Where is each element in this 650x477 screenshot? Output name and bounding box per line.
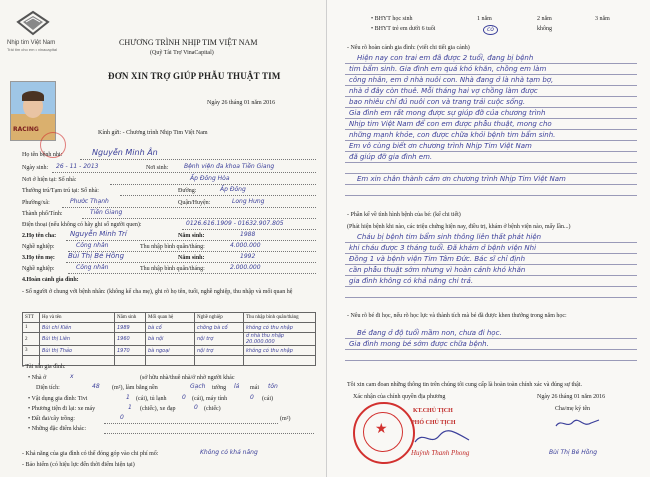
table-cell: Bùi thị Thảo — [40, 346, 115, 356]
vehicle-value: 1 — [128, 404, 132, 411]
parent-sign-label: Cha/mẹ ký tên — [555, 406, 590, 412]
phone-value: 0126.616.1909 - 01632.907.805 — [186, 220, 284, 227]
table-cell: chồng bà cố — [195, 323, 244, 333]
father-job-value: Công nhân — [76, 242, 109, 249]
education-label: - Nêu rõ bé đi học, nếu rõ học lực và thành tích mà bé đã được khen thưởng trong năm học: — [347, 313, 567, 319]
table-cell: ở nhà thu nhập 20.000.000 — [244, 333, 316, 346]
table-cell: bà nội — [146, 333, 195, 346]
logo-text: Nhịp tim Việt Nam — [7, 40, 56, 46]
table-header: Họ và tên — [40, 313, 115, 323]
stamp-role-2: PHÓ CHỦ TỊCH — [411, 420, 456, 426]
area-value: 48 — [92, 383, 100, 390]
mother-label: 3.Họ tên mẹ: — [22, 255, 55, 261]
date-line: Ngày 26 tháng 01 năm 2016 — [207, 100, 276, 106]
district-label: Quận/Huyện: — [178, 200, 211, 206]
rule-line — [345, 264, 637, 265]
street-value: Ấp Đông — [220, 186, 246, 193]
area-material: Gạch — [190, 383, 206, 390]
father-label: 2.Họ tên cha: — [22, 233, 57, 239]
family-table — [22, 312, 316, 366]
birth-label: Ngày sinh: — [22, 165, 49, 171]
table-cell: nội trợ — [195, 346, 244, 356]
rule-line — [345, 173, 637, 174]
rule-line — [345, 184, 637, 185]
father-line — [66, 240, 316, 241]
table-cell: Bùi thị Liên — [40, 333, 115, 346]
father-income-label: Thu nhập bình quân/tháng: — [140, 244, 205, 250]
rule-line — [345, 129, 637, 130]
program-title: CHƯƠNG TRÌNH NHỊP TIM VIỆT NAM — [119, 38, 258, 47]
diagnosis-line: cần phẫu thuật sớm nhưng vì hoàn cảnh khó khăn — [349, 266, 526, 274]
stamp-role-1: KT.CHỦ TỊCH — [413, 408, 453, 414]
district-value: Long Hưng — [232, 198, 265, 205]
residence-line — [110, 184, 316, 185]
rule-line — [345, 275, 637, 276]
land-value: 0 — [120, 414, 124, 421]
official-red-stamp — [353, 402, 415, 464]
table-row — [23, 346, 316, 356]
stamp-star-icon: ★ — [375, 421, 388, 437]
photo-hair — [22, 91, 44, 101]
form-title: ĐƠN XIN TRỢ GIÚP PHẪU THUẬT TIM — [108, 71, 281, 81]
land-label: • Đất đai/cây trồng: — [28, 416, 75, 422]
ward-label: Phường/xã: — [22, 200, 50, 206]
mother-income-value: 2.000.000 — [230, 264, 261, 271]
child-name-label: Họ tên bệnh nhi: — [22, 152, 63, 158]
situation-line: Em xin chân thành cảm ơn chương trình Nhịp Tim Việt Nam — [357, 175, 566, 183]
birthplace-value: Bệnh viện đa khoa Tiền Giang — [184, 163, 275, 170]
situation-line: Gia đình em rất mong được sự giúp đỡ của chương trình — [349, 109, 546, 117]
house-value: x — [70, 373, 74, 380]
rule-line — [345, 286, 637, 287]
child-name-value: Nguyễn Minh Ân — [92, 148, 158, 157]
assets-heading: - Tài sản gia đình: — [22, 364, 66, 370]
wall-value: lá — [234, 383, 240, 390]
father-income-value: 4.000.000 — [230, 242, 261, 249]
temp-line — [120, 195, 316, 196]
goods-end: (cái) — [262, 396, 273, 402]
education-line: Bé đang ở độ tuổi mầm non, chưa đi học. — [357, 329, 502, 337]
mother-line — [66, 262, 316, 263]
parent-name: Bùi Thị Bé Hồng — [549, 449, 598, 456]
child-name-line — [80, 159, 316, 160]
table-row — [23, 356, 316, 366]
roof-label: mái — [250, 385, 259, 391]
mother-job-label: Nghề nghiệp: — [22, 266, 55, 272]
residence-value: Ấp Đông Hòa — [190, 175, 230, 182]
table-header: Năm sinh — [115, 313, 146, 323]
vehicle-end: (chiếc) — [204, 406, 221, 412]
vehicle-label: • Phương tiện đi lại: xe máy — [28, 406, 96, 412]
table-header: Mối quan hệ — [146, 313, 195, 323]
table-cell: 1970 — [115, 346, 146, 356]
father-birth-value: 1988 — [240, 231, 256, 238]
table-cell: nội trợ — [195, 333, 244, 346]
rule-line — [345, 140, 637, 141]
vehicle-rest: (chiếc), xe đạp — [140, 406, 176, 412]
wall-label: tường — [212, 385, 227, 391]
situation-line: tim bẩm sinh. Gia đình em quá khó khăn, chồng em làm — [349, 65, 547, 73]
birth-line — [52, 172, 316, 173]
program-subtitle: (Quỹ Tài Trợ VinaCapital) — [150, 50, 214, 56]
phone-label: Điện thoại (nếu không có hãy ghi số người quen): — [22, 222, 142, 228]
ward-line — [62, 207, 316, 208]
table-cell-empty — [244, 356, 316, 366]
table-cell: không có thu nhập — [244, 346, 316, 356]
temp-label: Thường trú/Tạm trú tại: Số nhà: — [22, 188, 99, 194]
greeting: Kính gửi: - Chương trình Nhịp Tim Việt Nam — [98, 130, 208, 136]
contribution-value: Không có khả năng — [200, 449, 258, 456]
rule-line — [345, 63, 637, 64]
goods-label: • Vật dụng gia đình: Tivi — [28, 396, 88, 402]
table-cell: 1989 — [115, 323, 146, 333]
residence-label: Nơi ở hiện tại: Số nhà: — [22, 177, 77, 183]
area-rest: (m²), làm bằng nền — [112, 385, 158, 391]
rule-line — [345, 107, 637, 108]
rule-line — [345, 360, 637, 361]
situation-line: công nhân, em ở nhà nuôi con. Nhà đang ở là nhà tạm bợ, — [349, 76, 554, 84]
table-cell-empty — [115, 356, 146, 366]
contribution-label: - Khả năng của gia đình có thể đóng góp vào chi phí mổ: — [22, 451, 159, 457]
diagnosis-note: (Phát hiện bệnh khi nào, các triệu chứng hiện nay, điều trị, khám ở bệnh viện nào, mấy lần...) — [347, 224, 571, 230]
father-birth-label: Năm sinh: — [178, 233, 205, 239]
table-cell-empty — [146, 356, 195, 366]
rule-line — [345, 118, 637, 119]
table-row — [23, 323, 316, 333]
table-row — [23, 333, 316, 346]
house-options: (sở hữu nhà/thuê nhà/ở nhờ người khác — [140, 375, 235, 381]
table-cell: bà cố — [146, 323, 195, 333]
table-cell: 2 — [23, 333, 40, 346]
other-label: • Những đặc điểm khác: — [28, 426, 87, 432]
bhyt-option-1: 1 năm — [477, 16, 492, 22]
diagnosis-line: gia đình không có khả năng chi trả. — [349, 277, 474, 285]
other-line — [104, 433, 314, 434]
table-cell: 3 — [23, 346, 40, 356]
rule-line — [345, 195, 637, 196]
situation-line: đã giúp đỡ gia đình em. — [349, 153, 433, 161]
rule-line — [345, 253, 637, 254]
diagnosis-line: khi cháu được 3 tháng tuổi. Đã khám ở bệnh viện Nhi — [349, 244, 537, 252]
date-right: Ngày 26 tháng 01 năm 2016 — [537, 394, 606, 400]
province-label: Thành phố/Tỉnh: — [22, 211, 63, 217]
signer-name: Huỳnh Thanh Phong — [411, 449, 470, 457]
commitment-text: Tôi xin cam đoan những thông tin trên chúng tôi cung cấp là hoàn toàn chính xác và đúng sự thật. — [347, 382, 582, 388]
table-cell: Bùi chí Kiên — [40, 323, 115, 333]
vehicle-value-2: 0 — [194, 404, 198, 411]
table-cell: không có thu nhập — [244, 323, 316, 333]
roof-value: tôn — [268, 383, 278, 390]
street-label: Đường: — [178, 188, 197, 194]
goods-rest-2: (cái), máy tính — [192, 396, 228, 402]
table-header-row — [23, 313, 316, 323]
mother-job-value: Công nhân — [76, 264, 109, 271]
logo-subtext: Trái tim cho em • vinacapital — [7, 47, 57, 52]
situation-line: Hiện nay con trai em đã được 2 tuổi, đang bị bệnh — [357, 54, 534, 62]
rule-line — [345, 349, 637, 350]
rule-line — [345, 297, 637, 298]
house-label: • Nhà ở — [28, 375, 47, 381]
rule-line — [345, 242, 637, 243]
diagnosis-line: Cháu bị bệnh tim bẩm sinh thông liên thất phát hiện — [357, 233, 542, 241]
land-end: (m²) — [280, 416, 291, 422]
table-header: Nghề nghiệp — [195, 313, 244, 323]
table-cell: 1 — [23, 323, 40, 333]
area-label: Diện tích: — [36, 385, 60, 391]
rule-line — [345, 74, 637, 75]
bhyt-circled-yes: có — [483, 25, 498, 35]
rule-line — [345, 85, 637, 86]
land-line — [104, 423, 278, 424]
insurance-label: - Bảo hiểm (có hiệu lực đến thời điểm hiện tại) — [22, 462, 135, 468]
family-note: - Số người ở chung với bệnh nhân: (không kể cha mẹ), ghi rõ họ tên, tuổi, nghề nghiệp, thu nhập và mối quan hệ — [22, 289, 293, 295]
heart-logo-icon — [14, 8, 52, 38]
diagnosis-line: Đồng 1 và bệnh viện Tim Tâm Đức. Bác sĩ chỉ định — [349, 255, 526, 263]
form-page-right — [327, 0, 650, 477]
table-cell-empty — [195, 356, 244, 366]
signature-icon — [413, 428, 473, 448]
rule-line — [345, 338, 637, 339]
phone-line — [182, 229, 316, 230]
mother-birth-label: Năm sinh: — [178, 255, 205, 261]
mother-income-label: Thu nhập bình quân/tháng: — [140, 266, 205, 272]
photo-shirt-text: RACING — [13, 126, 39, 133]
table-header: STT — [23, 313, 40, 323]
province-value: Tiền Giang — [90, 209, 123, 216]
goods-rest: (cái), tủ lạnh — [136, 396, 167, 402]
father-job-label: Nghề nghiệp: — [22, 244, 55, 250]
rule-line — [345, 162, 637, 163]
parent-signature-icon — [553, 414, 603, 432]
bhyt-option-3: 3 năm — [595, 16, 610, 22]
situation-line: Nhịp tim Việt Nam để con em được phẫu thuật, mong cho — [349, 120, 552, 128]
table-cell: 1960 — [115, 333, 146, 346]
goods-value-2: 0 — [182, 394, 186, 401]
father-value: Nguyễn Minh Trí — [70, 230, 127, 238]
situation-line: Em vô cùng biết ơn chương trình Nhịp Tim Việt Nam — [349, 142, 532, 150]
mother-job-line — [68, 273, 316, 274]
goods-value-3: 0 — [250, 394, 254, 401]
education-line: Gia đình mong bé sớm được chữa bệnh. — [349, 340, 489, 348]
situation-line: những mạnh khỏe, con được chữa khỏi bệnh tim bẩm sinh. — [349, 131, 556, 139]
rule-line — [345, 151, 637, 152]
bhyt-no: không — [537, 26, 552, 32]
family-heading: 4.Hoàn cảnh gia đình: — [22, 277, 79, 283]
rule-line — [345, 96, 637, 97]
local-authority-label: Xác nhận của chính quyền địa phương — [353, 394, 446, 400]
bhyt-child: • BHYT trẻ em dưới 6 tuổi — [371, 26, 436, 32]
diagnosis-heading: - Phần kể về tình hình bệnh của bé: (kể chi tiết) — [347, 212, 461, 218]
situation-line: bao nhiêu chỉ đủ nuôi con và trang trải cuộc sống. — [349, 98, 526, 106]
table-cell: bà ngoại — [146, 346, 195, 356]
birth-value: 26 - 11 - 2013 — [56, 163, 99, 170]
mother-value: Bùi Thị Bé Hồng — [68, 252, 125, 260]
birthplace-label: Nơi sinh: — [146, 165, 169, 171]
goods-value: 1 — [126, 394, 130, 401]
situation-line: nhà ở đây còn thuê. Mỗi tháng hai vợ chồng làm được — [349, 87, 538, 95]
province-line — [82, 218, 316, 219]
mother-birth-value: 1992 — [240, 253, 256, 260]
bhyt-student: • BHYT học sinh — [371, 16, 413, 22]
ward-value: Phước Thạnh — [70, 198, 109, 205]
table-header: Thu nhập bình quân/tháng — [244, 313, 316, 323]
family-situation-label: - Nêu rõ hoàn cảnh gia đình: (viết chi tiết gia cảnh) — [347, 45, 470, 51]
bhyt-option-2: 2 năm — [537, 16, 552, 22]
